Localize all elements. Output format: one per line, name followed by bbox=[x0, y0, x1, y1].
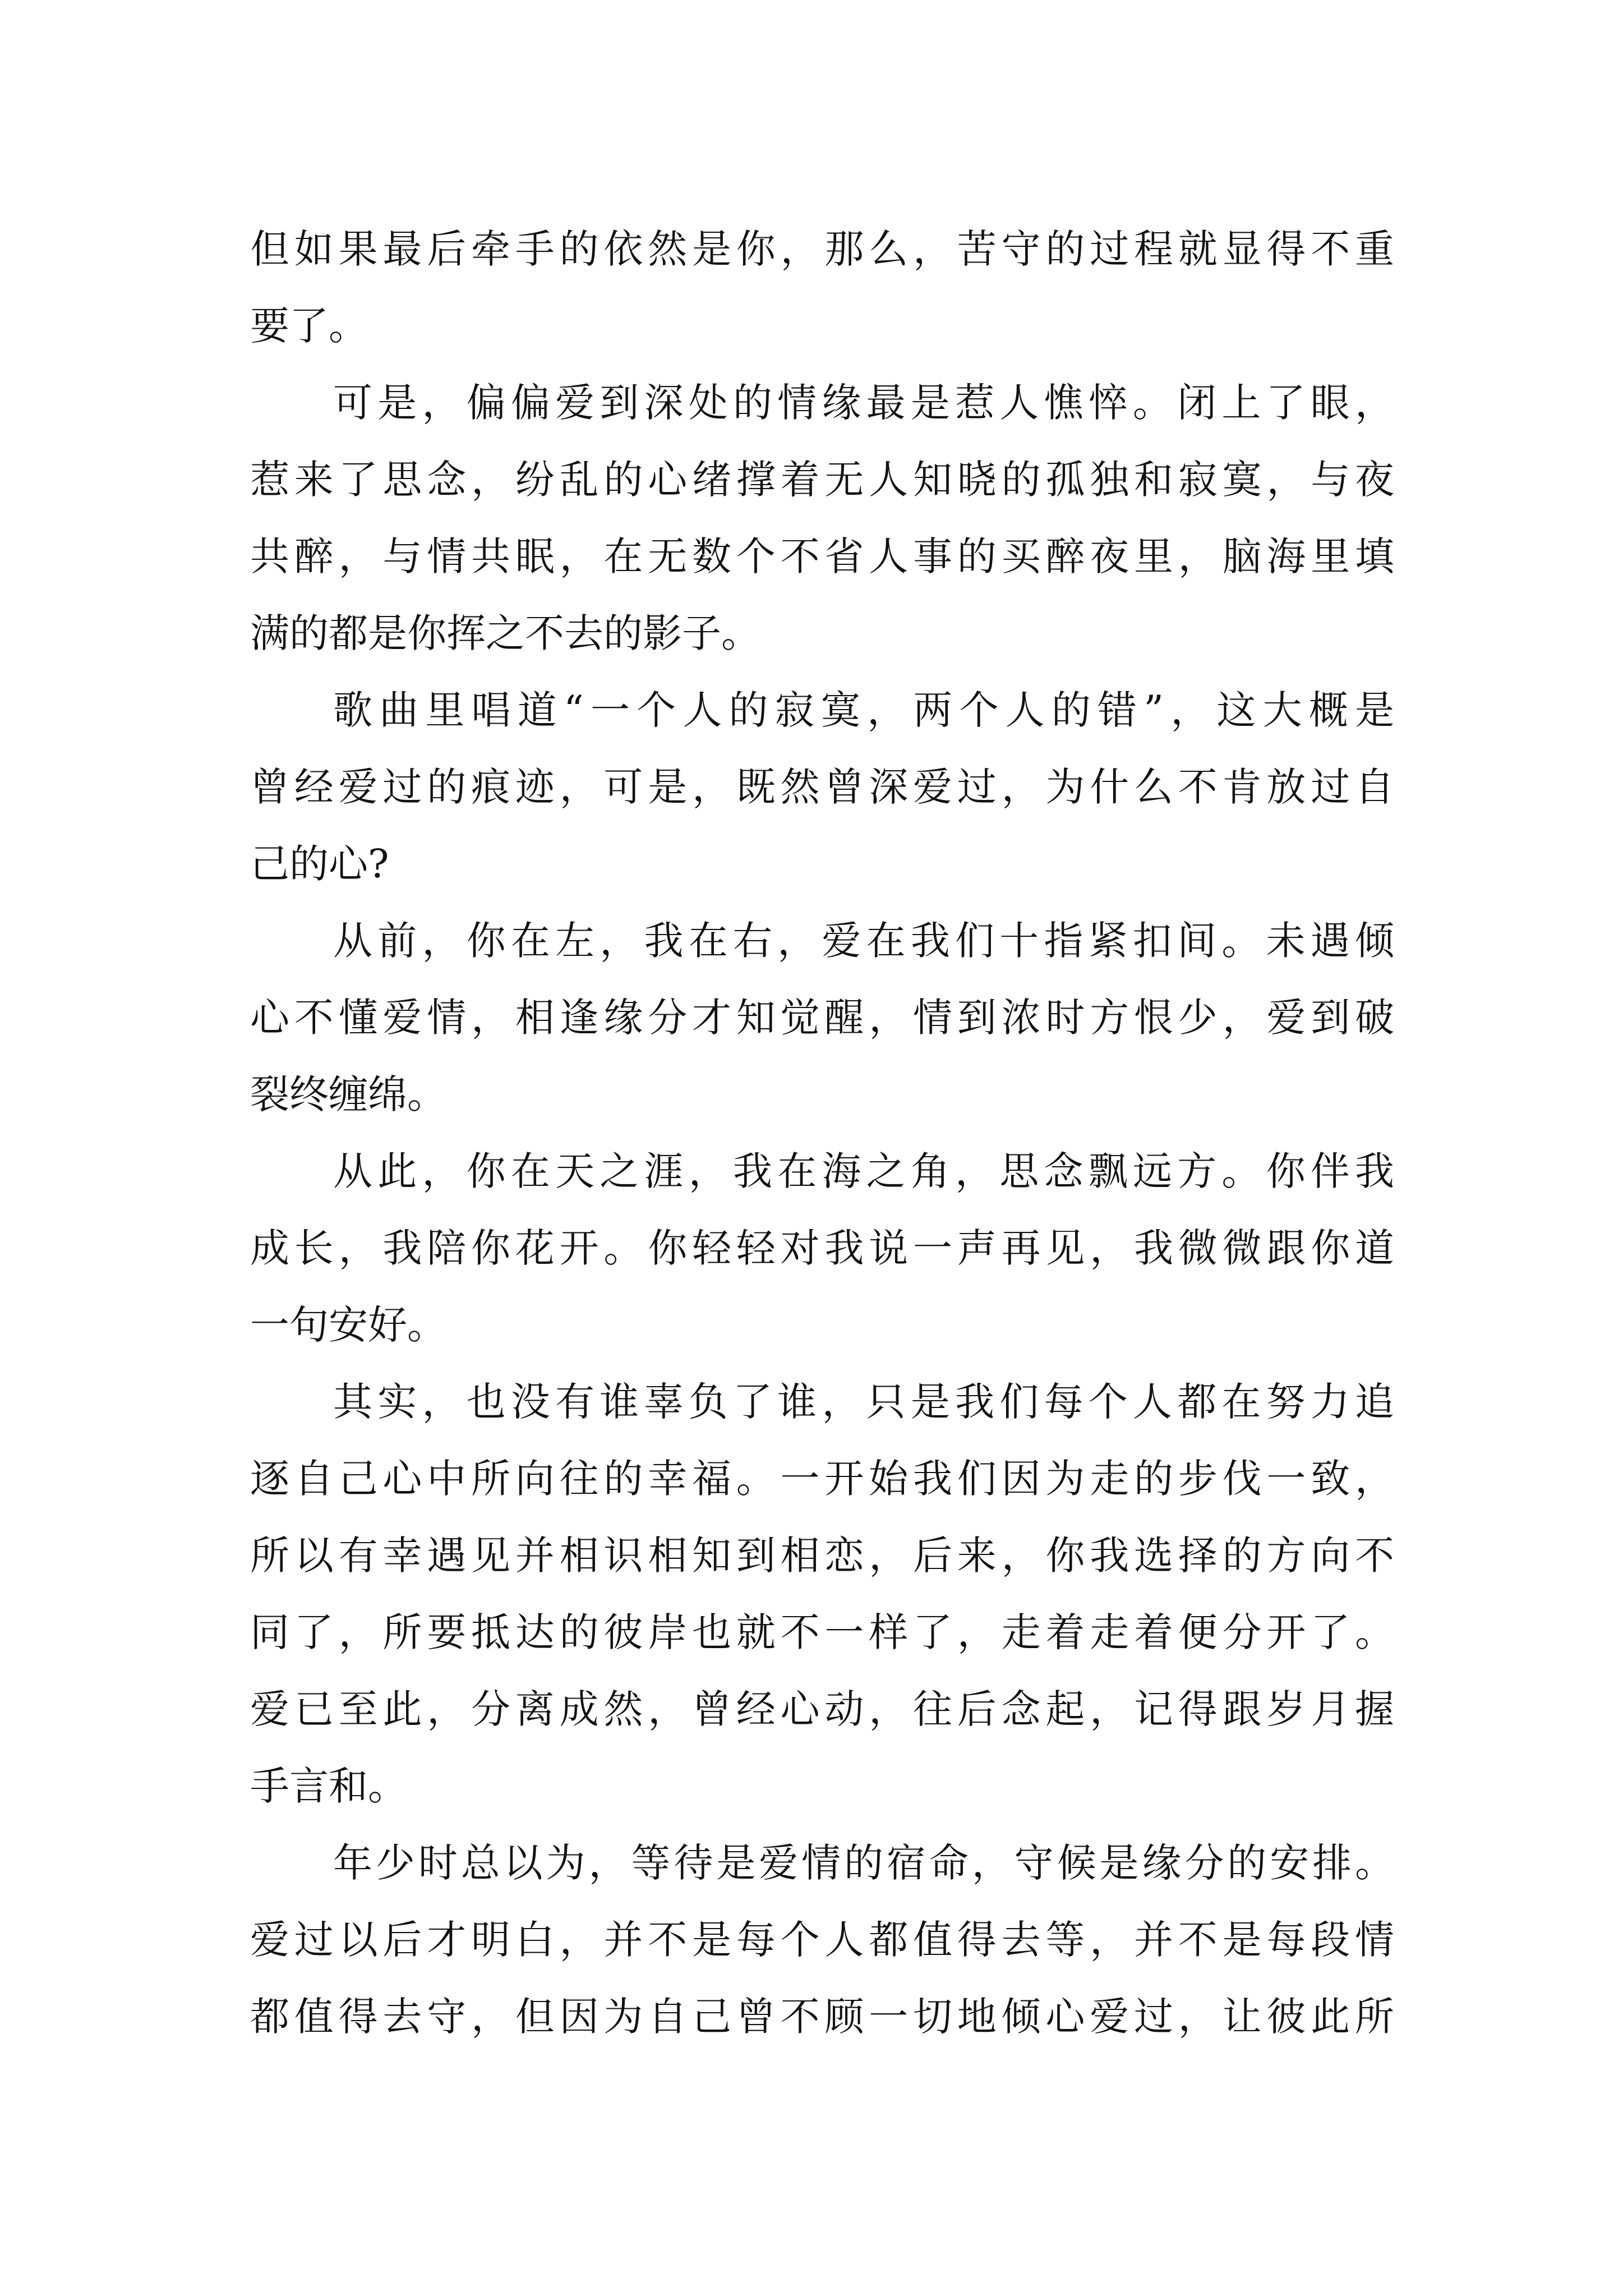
paragraph-line: 一句安好。 bbox=[250, 1302, 446, 1348]
paragraph-line: 惹来了思念，纷乱的心绪撑着无人知晓的孤独和寂寞，与夜 bbox=[250, 457, 1394, 503]
paragraph-line: 从前，你在左，我在右，爱在我们十指紧扣间。未遇倾 bbox=[333, 918, 1394, 964]
paragraph-line: 同了，所要抵达的彼岸也就不一样了，走着走着便分开了。 bbox=[250, 1609, 1394, 1655]
paragraph-line: 从此，你在天之涯，我在海之角，思念飘远方。你伴我 bbox=[333, 1148, 1394, 1194]
paragraph-line: 逐自己心中所向往的幸福。一开始我们因为走的步伐一致， bbox=[250, 1456, 1394, 1502]
paragraph-line: 手言和。 bbox=[250, 1763, 407, 1809]
paragraph-line: 要了。 bbox=[250, 303, 368, 349]
paragraph-line: 年少时总以为，等待是爱情的宿命，守候是缘分的安排。 bbox=[333, 1840, 1394, 1886]
paragraph-line: 共醉，与情共眠，在无数个不省人事的买醉夜里，脑海里填 bbox=[250, 533, 1394, 579]
paragraph-line: 心不懂爱情，相逢缘分才知觉醒，情到浓时方恨少，爱到破 bbox=[250, 995, 1394, 1041]
paragraph-line: 裂终缠绵。 bbox=[250, 1071, 446, 1117]
paragraph-line: 己的心? bbox=[250, 841, 389, 887]
document-body bbox=[250, 211, 1394, 2055]
paragraph-line: 都值得去守，但因为自己曾不顾一切地倾心爱过，让彼此所 bbox=[250, 1994, 1394, 2040]
paragraph-line: 爱过以后才明白，并不是每个人都值得去等，并不是每段情 bbox=[250, 1917, 1394, 1963]
paragraph-line: 爱已至此，分离成然，曾经心动，往后念起，记得跟岁月握 bbox=[250, 1686, 1394, 1732]
paragraph-line: 可是，偏偏爱到深处的情缘最是惹人憔悴。闭上了眼， bbox=[333, 380, 1394, 426]
paragraph-line: 歌曲里唱道“一个人的寂寞，两个人的错”，这大概是 bbox=[333, 687, 1394, 733]
paragraph-line: 其实，也没有谁辜负了谁，只是我们每个人都在努力追 bbox=[333, 1379, 1394, 1425]
paragraph-line: 曾经爱过的痕迹，可是，既然曾深爱过，为什么不肯放过自 bbox=[250, 764, 1394, 810]
paragraph-line: 但如果最后牵手的依然是你，那么，苦守的过程就显得不重 bbox=[250, 226, 1394, 272]
paragraph-line: 所以有幸遇见并相识相知到相恋，后来，你我选择的方向不 bbox=[250, 1533, 1394, 1579]
paragraph-line: 成长，我陪你花开。你轻轻对我说一声再见，我微微跟你道 bbox=[250, 1225, 1394, 1271]
paragraph-line: 满的都是你挥之不去的影子。 bbox=[250, 610, 760, 656]
